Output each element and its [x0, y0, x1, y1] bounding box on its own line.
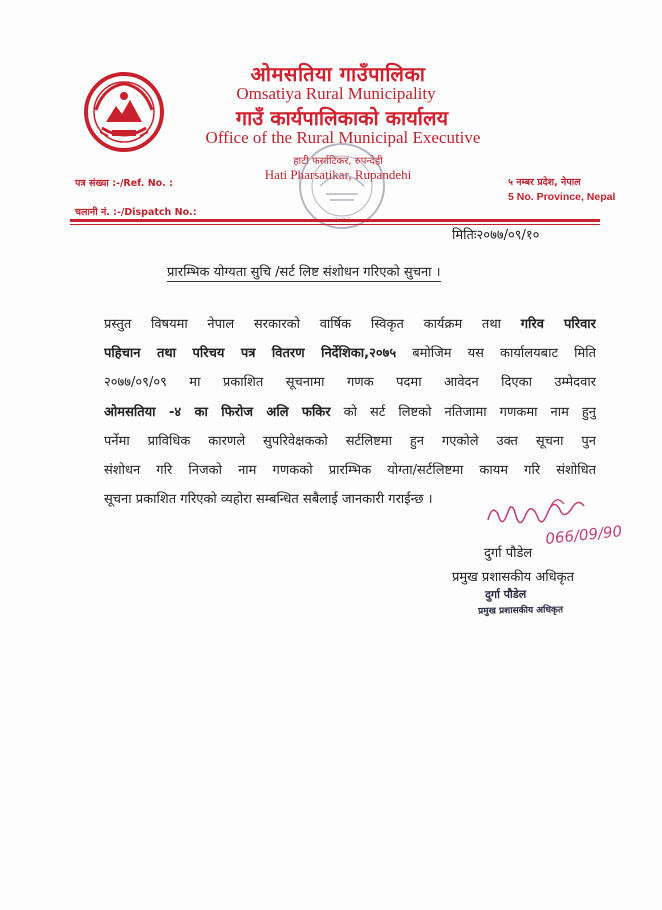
- municipality-name-np: ओमसतिया गाउँपालिका: [250, 62, 426, 86]
- dispatch-no-label: चलानी नं. :-/Dispatch No.:: [75, 207, 197, 218]
- body-line: पहिचान तथा परिचय पत्र वितरण निर्देशिका,२०७५ बमोजिम यस कार्यालयबाट मिति: [104, 346, 596, 362]
- body-line: संशोधन गरि निजको नाम गणकको प्रारम्भिक योग्ता/सर्टलिष्टमा कायम गरि संशोधित: [104, 462, 596, 478]
- body-line: २०७७/०९/०९ मा प्रकाशित सूचनामा गणक पदमा आवेदन दिएका उम्मेदवार: [104, 375, 596, 391]
- header-divider-thick: [70, 219, 600, 222]
- letter-body: [104, 310, 596, 514]
- signatory-name: दुर्गा पौडेल: [484, 546, 533, 561]
- province-en: 5 No. Province, Nepal: [508, 191, 616, 203]
- body-line: सूचना प्रकाशित गरिएको व्यहोरा सम्बन्धित सबैलाई जानकारी गराईन्छ ।: [104, 492, 433, 508]
- signature-stamp-name: दुर्गा पौडेल: [484, 587, 527, 602]
- signatory-title: प्रमुख प्रशासकीय अधिकृत: [452, 570, 575, 585]
- address-np: हाटी फर्साटिकर, रुपन्देही: [293, 156, 383, 167]
- municipality-name-en: Omsatiya Rural Municipality: [236, 84, 436, 103]
- municipality-emblem-icon: [82, 70, 166, 154]
- office-name-en: Office of the Rural Municipal Executive: [205, 128, 481, 147]
- ref-no-label: पत्र संख्या :-/Ref. No. :: [75, 178, 173, 189]
- body-line: प्रस्तुत विषयमा नेपाल सरकारको वार्षिक स्विकृत कार्यक्रम तथा गरिव परिवार: [104, 317, 596, 332]
- body-line: ओमसतिया -४ का फिरोज अलि फकिर को सर्ट लिष्टको नतिजामा गणकमा नाम हुनु: [104, 404, 596, 420]
- handwritten-date: 066/09/90: [544, 522, 623, 548]
- letter-subject: प्रारम्भिक योग्यता सुचि /सर्ट लिष्ट संशोधन गरिएको सुचना ।: [167, 262, 441, 282]
- signature-stamp-title: प्रमुख प्रशासकीय अधिकृत: [477, 605, 564, 617]
- office-name-np: गाउँ कार्यपालिकाको कार्यालय: [235, 106, 449, 130]
- body-line: पर्नेमा प्राविधिक कारणले सुपरिवेक्षकको सर्टलिष्टमा हुन गएकोले उक्त सूचना पुन: [104, 433, 596, 449]
- province-np: ५ नम्बर प्रदेश, नेपाल: [508, 177, 581, 188]
- letter-date: मितिः२०७७/०९/१०: [452, 228, 540, 243]
- address-en: Hati Pharsatikar, Rupandehi: [264, 167, 412, 182]
